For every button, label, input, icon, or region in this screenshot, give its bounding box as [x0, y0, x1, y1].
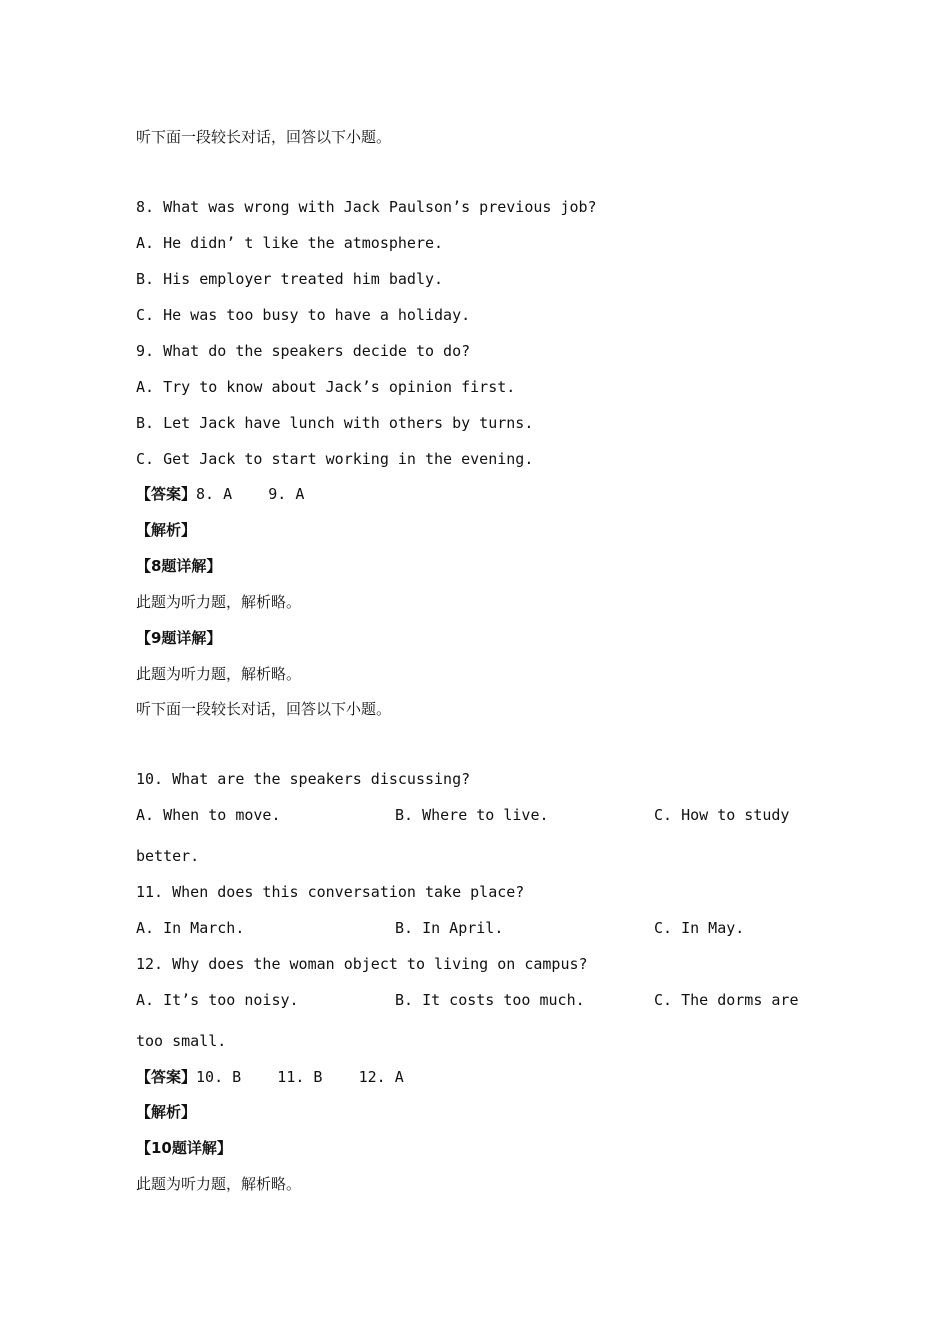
- analysis-label: 【解析】: [136, 521, 197, 539]
- question-10-option-b: B. Where to live.: [395, 806, 549, 824]
- question-10-option-c: C. How to study: [654, 806, 790, 824]
- answer-text: 10. B 11. B 12. A: [196, 1068, 404, 1086]
- question-12-option-c-continued: too small.: [136, 1032, 227, 1050]
- question-9-option-a: A. Try to know about Jack’s opinion first.: [136, 378, 516, 396]
- question-11-option-c: C. In May.: [654, 919, 745, 937]
- detail-10-label: 【10题详解】: [136, 1139, 232, 1157]
- question-9-option-b: B. Let Jack have lunch with others by turns.: [136, 414, 534, 432]
- section-intro: 听下面一段较长对话，回答以下小题。: [136, 700, 392, 718]
- answer-label: 【答案】: [136, 1068, 197, 1086]
- analysis-label: 【解析】: [136, 1103, 197, 1121]
- detail-8-label: 【8题详解】: [136, 557, 222, 575]
- question-10-option-a: A. When to move.: [136, 806, 281, 824]
- answer-line: [136, 484, 304, 504]
- question-8: 8. What was wrong with Jack Paulson’s previous job?: [136, 198, 597, 216]
- question-8-option-a: A. He didn’ t like the atmosphere.: [136, 234, 444, 252]
- question-12-option-b: B. It costs too much.: [395, 991, 585, 1009]
- question-10: 10. What are the speakers discussing?: [136, 770, 471, 788]
- answer-label: 【答案】: [136, 485, 197, 503]
- question-11-option-a: A. In March.: [136, 919, 245, 937]
- question-12-option-a: A. It’s too noisy.: [136, 991, 299, 1009]
- detail-9-label: 【9题详解】: [136, 629, 222, 647]
- detail-9-text: 此题为听力题，解析略。: [136, 665, 302, 683]
- detail-10-text: 此题为听力题，解析略。: [136, 1175, 302, 1193]
- detail-8-text: 此题为听力题，解析略。: [136, 593, 302, 611]
- answer-line: [136, 1067, 404, 1087]
- question-10-option-c-continued: better.: [136, 847, 200, 865]
- question-12: 12. Why does the woman object to living on campus?: [136, 955, 588, 973]
- question-8-option-b: B. His employer treated him badly.: [136, 270, 444, 288]
- answer-text: 8. A 9. A: [196, 485, 305, 503]
- section-intro: 听下面一段较长对话，回答以下小题。: [136, 128, 392, 146]
- question-11: 11. When does this conversation take place?: [136, 883, 525, 901]
- question-9: 9. What do the speakers decide to do?: [136, 342, 471, 360]
- question-12-option-c: C. The dorms are: [654, 991, 799, 1009]
- question-11-option-b: B. In April.: [395, 919, 504, 937]
- question-9-option-c: C. Get Jack to start working in the evening.: [136, 450, 534, 468]
- question-8-option-c: C. He was too busy to have a holiday.: [136, 306, 471, 324]
